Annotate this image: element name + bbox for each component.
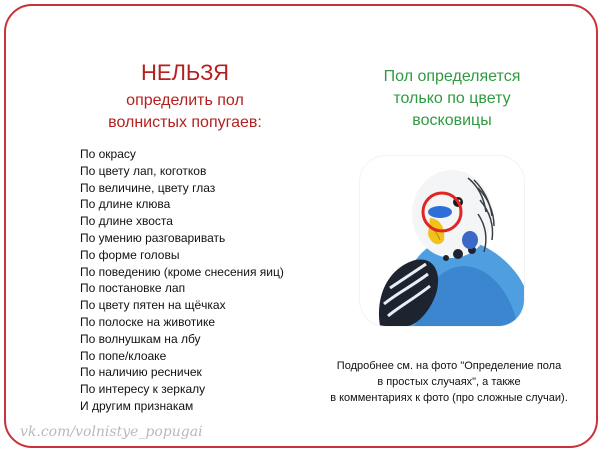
forbidden-title: НЕЛЬЗЯ xyxy=(140,60,230,85)
forbidden-header xyxy=(70,60,300,134)
list-item: По попе/клоаке xyxy=(80,348,167,363)
list-item: По цвету пятен на щёчках xyxy=(80,298,226,313)
list-item: По интересу к зеркалу xyxy=(80,382,206,397)
note-line2: в простых случаях", а также xyxy=(377,376,521,388)
criteria-list xyxy=(80,146,284,415)
cere-title-line1: Пол определяется xyxy=(383,68,521,85)
list-item: По форме головы xyxy=(80,247,180,262)
budgie-photo xyxy=(360,156,524,326)
note-line1: Подробнее см. на фото "Определение пола xyxy=(336,360,562,372)
note-line3: в комментариях к фото (про сложные случаи). xyxy=(330,392,568,404)
list-item: По окрасу xyxy=(80,147,136,161)
list-item: По длине хвоста xyxy=(80,214,173,229)
cere-title-line3: восковицы xyxy=(412,112,492,129)
source-watermark: vk.com/volnistye_popugai xyxy=(20,424,203,440)
list-item: По цвету лап, коготков xyxy=(80,163,207,178)
list-item: По поведению (кроме снесения яиц) xyxy=(80,264,284,279)
list-item: И другим признакам xyxy=(80,398,194,413)
list-item: По постановке лап xyxy=(80,281,186,296)
list-item: По длине клюва xyxy=(80,197,171,212)
cere-title-line2: только по цвету xyxy=(393,90,511,107)
list-item: По наличию ресничек xyxy=(80,365,202,380)
details-note xyxy=(318,358,580,406)
list-item: По умению разговаривать xyxy=(80,230,226,245)
forbidden-subtitle-line2: волнистых попугаев: xyxy=(108,114,262,131)
cere-header xyxy=(352,66,552,132)
budgie-illustration xyxy=(360,156,524,326)
list-item: По полоске на животике xyxy=(80,314,216,329)
list-item: По волнушкам на лбу xyxy=(80,331,201,346)
list-item: По величине, цвету глаз xyxy=(80,180,216,195)
forbidden-subtitle-line1: определить пол xyxy=(126,92,244,109)
